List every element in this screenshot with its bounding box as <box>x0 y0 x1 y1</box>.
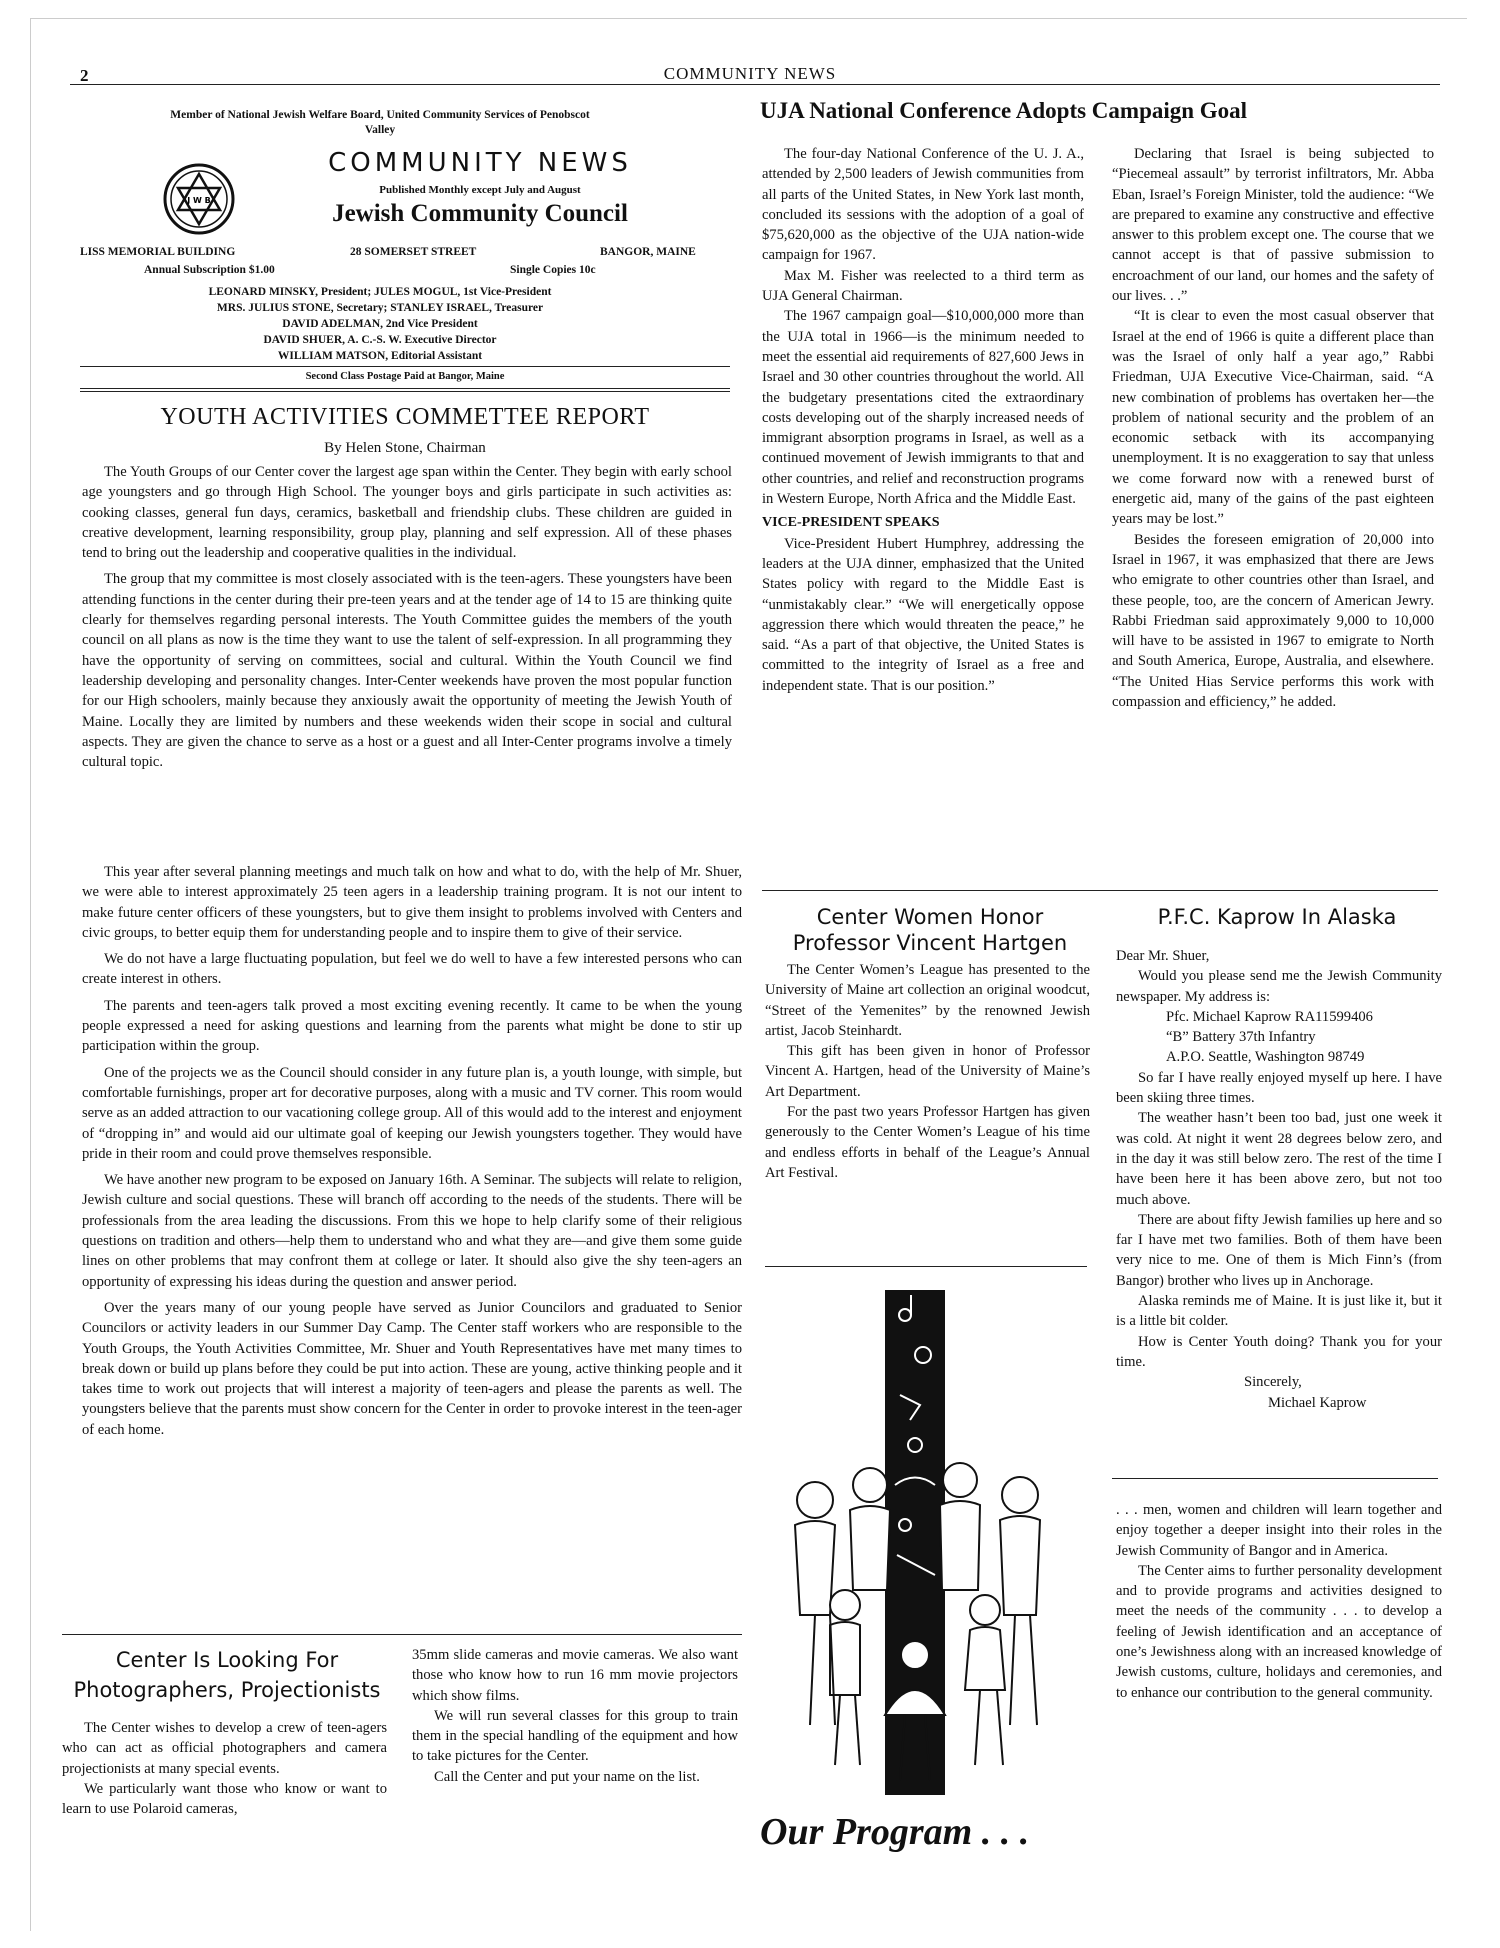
paragraph: The Youth Groups of our Center cover the largest age span within the Center. They begin with early school age youngsters and go through High School. The younger boys and girls participate in such activities as: cooking classes, general fun days, ceramics, basketball and friendship clubs. These children are guided in creative development, learning responsibility, group play, planning and self expression. All of these phases tend to bring out the leadership and cooperative qualities in the individual. <box>82 464 732 562</box>
officers-list <box>80 284 680 364</box>
top-rule <box>70 84 1440 85</box>
kaprow-title: P.F.C. Kaprow In Alaska <box>1157 905 1397 929</box>
page-number: 2 <box>80 66 89 85</box>
youth-byline: By Helen Stone, Chairman <box>324 440 486 456</box>
officer-line: MRS. JULIUS STONE, Secretary; STANLEY ISRAEL, Treasurer <box>216 302 544 314</box>
paragraph: For the past two years Professor Hartgen has given generously to the Center Women’s League of his time and endless efforts in behalf of the League’s Annual Art Festival. <box>765 1104 1090 1181</box>
paragraph: Declaring that Israel is being subjected to “Piecemeal assault” by terrorist infiltrators, Mr. Abba Eban, Israel’s Foreign Minister, told the audience: “We are prepared to examine any constructive and effective answer to this problem except one. The course that we cannot accept is that of passive submission to encroachment of our land, our homes and the safety of our lives. . .” <box>1112 146 1434 305</box>
kaprow-letter <box>1116 946 1442 1413</box>
address-line: Pfc. Michael Kaprow RA11599406 <box>1166 1008 1373 1025</box>
women-rule <box>765 1266 1087 1267</box>
salutation: Dear Mr. Shuer, <box>1116 948 1210 964</box>
photo-title-line: Photographers, Projectionists <box>73 1678 381 1702</box>
officer-line: DAVID ADELMAN, 2nd Vice President <box>282 318 478 330</box>
kaprow-rule <box>1112 1478 1438 1479</box>
address-line: A.P.O. Seattle, Washington 98749 <box>1166 1049 1365 1066</box>
photo-column-2 <box>412 1645 738 1787</box>
paragraph: Would you please send me the Jewish Community newspaper. My address is: <box>1116 968 1442 1005</box>
address-line: “B” Battery 37th Infantry <box>1166 1029 1316 1046</box>
officer-line: DAVID SHUER, A. C.-S. W. Executive Director <box>263 334 497 346</box>
youth-body-top <box>82 462 732 772</box>
paragraph: The weather hasn’t been too bad, just one week it was cold. At night it went 28 degrees below zero, and in the day it was still below zero. The rest of the time I have been here it has been above zero, but not too much above. <box>1116 1110 1442 1208</box>
paragraph: The Center aims to further personality development and to provide programs and activities designed to meet the needs of the community . . . to develop a feeling of Jewish identification and an acceptance of one’s Jewishness along with an increased knowledge of Jewish customs, culture, holidays and ceremonies, and to enhance our contribution to the general community. <box>1116 1562 1442 1701</box>
postage-line: Second Class Postage Paid at Bangor, Maine <box>305 371 505 382</box>
paragraph: The 1967 campaign goal—$10,000,000 more than the UJA total in 1966—is the minimum needed to meet the essential aid requirements of 827,600 Jews in Israel and 30 other countries throughout the world. All the budgetary presentations cited the extraordinary costs developing out of the sharply increased needs of immigrant absorption programs in Israel, as well as a continued movement of Jewish immigrants to that and other countries, and relief and reconstruction programs in Western Europe, North Africa and the Middle East. <box>762 308 1084 508</box>
paragraph: We do not have a large fluctuating population, but feel we do well to have a few interested persons who can create interest in others. <box>82 951 742 988</box>
paragraph: The four-day National Conference of the U. J. A., attended by 2,500 leaders of Jewish communities from all parts of the United States, in New York last month, concluded its sessions with the adoption of a goal of $75,620,000 as the objective of the UJA nation-wide campaign for 1967. <box>762 146 1084 264</box>
youth-title: YOUTH ACTIVITIES COMMETTEE REPORT <box>160 404 650 430</box>
council-name: Jewish Community Council <box>332 200 628 227</box>
city: BANGOR, MAINE <box>600 246 696 258</box>
officer-line: LEONARD MINSKY, President; JULES MOGUL, 1st Vice-President <box>208 286 552 298</box>
paragraph: Vice-President Hubert Humphrey, addressing the leaders at the UJA dinner, emphasized that the United States policy with regard to the Middle East is “unmistakably clear.” “We will energetically oppose aggression there which would threaten the peace,” he said. “As a part of that objective, the United States is committed to the integrity of Israel as a free and independent state. That is our position.” <box>762 535 1084 694</box>
paragraph: There are about fifty Jewish families up here and so far I have met two families. Both of them have been very nice to me. One of them is Mich Finn’s (from Bangor) brother who lives up in Anchorage. <box>1116 1211 1442 1289</box>
photo-title-line: Center Is Looking For <box>115 1648 339 1672</box>
paragraph: Max M. Fisher was reelected to a third term as UJA General Chairman. <box>762 267 1084 305</box>
postage-rule-2 <box>80 391 730 392</box>
subscription: Annual Subscription $1.00 <box>144 264 275 276</box>
uja-column-2 <box>1112 144 1434 712</box>
paragraph: One of the projects we as the Council should consider in any future plan is, a youth lounge, with simple, but comfortable furnishings, proper art for decorative purposes, along with a music and TV corner. This room would serve as an added attraction to our vacationing college group. All of this would add to the interest and enjoyment of “dropping in” and would aid our ultimate goal of keeping our Jewish youngsters together. They would have pride in their room and could prove themselves responsible. <box>82 1064 742 1162</box>
address-block <box>1116 1007 1442 1068</box>
single-copies: Single Copies 10c <box>510 264 596 276</box>
paragraph: Call the Center and put your name on the list. <box>434 1768 700 1785</box>
paragraph: This year after several planning meetings and much talk on how and what to do, with the help of Mr. Shuer, we were able to interest approximately 25 teen agers in a leadership training program. It is not our intent to make future center officers of these youngsters, but to give them insight to problems involved with Centers and civic groups, to better equip them for understanding people and to inspire them to give of their service. <box>82 864 742 941</box>
masthead-title: COMMUNITY NEWS <box>328 148 632 178</box>
paragraph: The group that my committee is most closely associated with is the teen-agers. These youngsters have been attending functions in the center during their pre-teen years and at the tender age of 14 to 15 are thinking quite clearly for themselves regarding personal interests. The Youth Committee guides the members of the youth council on all plans as now is the time they want to use the talent of self-expression. In all programming they have the opportunity of serving on committees, social and cultural. Within the Youth Council we find leadership developing and personality changes. Inter-Center weekends have proven the most popular function for our High schoolers, mainly because they anxiously await the opportunity of meeting the Jewish Youth of Maine. Locally they are limited by numbers and these weekends widen their scope in social and cultural aspects. They are given the chance to serve as a host or a guest and all Inter-Center programs involve a timely cultural topic. <box>82 571 732 771</box>
paragraph: We have another new program to be exposed on January 16th. A Seminar. The subjects will relate to religion, Jewish culture and social questions. These will branch off according to the needs of the students. There will be professionals from the area leading the discussions. From this we hope to help clarify some of their religious questions on tradition and others—help them to understand who and what they are—and give them some guide lines on other problems that may confront them at college or later. It should also give the shy teen-agers an opportunity of expressing his ideas during the question and answer period. <box>82 1172 742 1290</box>
program-body <box>1116 1500 1442 1703</box>
uja-subhead: VICE-PRESIDENT SPEAKS <box>762 515 940 531</box>
logo-letters: J W B <box>187 196 211 205</box>
program-caption: Our Program . . . <box>760 1811 1030 1853</box>
uja-column-1 <box>762 144 1084 696</box>
street: 28 SOMERSET STREET <box>350 246 477 258</box>
photo-column-1 <box>62 1718 387 1819</box>
masthead-rule <box>80 366 730 367</box>
postage-rule <box>80 388 730 389</box>
signature: Michael Kaprow <box>1268 1394 1367 1411</box>
youth-body-bottom <box>82 862 742 1440</box>
masthead <box>80 108 730 362</box>
uja-title: UJA National Conference Adopts Campaign Goal <box>760 98 1248 123</box>
paragraph: How is Center Youth doing? Thank you for your time. <box>1116 1333 1442 1370</box>
paragraph: So far I have really enjoyed myself up here. I have been skiing three times. <box>1116 1069 1442 1107</box>
building: LISS MEMORIAL BUILDING <box>80 246 236 258</box>
paragraph: “It is clear to even the most casual observer that Israel at the end of 1966 is quite a different place than was the Israel of only half a year ago,” Rabbi Friedman, UJA Executive Vice-Chairman, said. “A new combination of problems has overtaken her—the problem of national security and the problem of an economic setback with its accompanying unemployment. It is no exaggeration to say that unless we come forward now with a renewed burst of energetic aid, many of the gains of the past eighteen years may be lost.” <box>1112 308 1434 528</box>
paragraph: The Center Women’s League has presented to the University of Maine art collection an original woodcut, “Street of the Yemenites” by the renowned Jewish artist, Jacob Steinhardt. <box>765 962 1090 1039</box>
paragraph: Alaska reminds me of Maine. It is just like it, but it is a little bit colder. <box>1116 1293 1442 1330</box>
paragraph: Over the years many of our young people have served as Junior Councilors and graduated to Senior Councilors or activity leaders in our Summer Day Camp. The Center staff workers who are responsible to the Youth Groups, the Youth Activities Committee, Mr. Shuer and Youth Representatives have met many times to break down or build up plans before they could be put into action. These are young, active thinking people and it takes time to work out projects that will interest a majority of teen-agers and please the parents as well. The youngsters believe that the parents must show concern for the Center in order to provoke interest in the teen-ager of each home. <box>82 1299 742 1438</box>
photo-title <box>62 1645 392 1705</box>
paragraph: We will run several classes for this group to train them in the special handling of the equipment and how to take pictures for the Center. <box>412 1707 738 1765</box>
closing: Sincerely, <box>1244 1374 1302 1391</box>
program-illustration <box>775 1285 1085 1805</box>
photo-rule <box>62 1634 742 1635</box>
paragraph: We particularly want those who know or want to learn to use Polaroid cameras, <box>62 1780 387 1818</box>
paragraph: This gift has been given in honor of Professor Vincent A. Hartgen, head of the University of Maine’s Art Department. <box>765 1043 1090 1100</box>
officer-line: WILLIAM MATSON, Editorial Assistant <box>277 350 483 362</box>
women-body <box>765 960 1090 1183</box>
paragraph: 35mm slide cameras and movie cameras. We also want those who know how to run 16 mm movie projectors which show films. <box>412 1647 738 1704</box>
paragraph: The parents and teen-agers talk proved a most exciting evening recently. It came to be when the young people expressed a need for asking questions and learning from the parents what might be done to stir up participation within the group. <box>82 997 742 1055</box>
women-title-line: Professor Vincent Hartgen <box>792 931 1068 955</box>
paragraph: . . . men, women and children will learn together and enjoy together a deeper insight into their roles in the Jewish Community of Bangor and in America. <box>1116 1502 1442 1559</box>
women-title <box>765 904 1095 956</box>
paragraph: The Center wishes to develop a crew of teen-agers who can act as official photographers and camera projectionists at many special events. <box>62 1720 387 1777</box>
member-line: Member of National Jewish Welfare Board, United Community Services of Penobscot Valley <box>170 109 590 136</box>
paragraph: Besides the foreseen emigration of 20,000 into Israel in 1967, it was emphasized that there are Jews who emigrate to other countries other than Israel, and these people, too, are the concern of American Jewry. Rabbi Friedman said approximately 9,000 to 10,000 will have to be assisted in 1967 to emigrate to North and South America, Europe, Australia, and elsewhere. “The United Hias Service performs this work with compassion and efficiency,” he added. <box>1112 531 1434 711</box>
published-line: Published Monthly except July and August <box>379 184 581 196</box>
women-title-line: Center Women Honor <box>816 905 1044 929</box>
uja-bottom-rule <box>762 890 1438 891</box>
jwb-logo <box>162 162 236 236</box>
running-head: COMMUNITY NEWS <box>663 64 837 83</box>
